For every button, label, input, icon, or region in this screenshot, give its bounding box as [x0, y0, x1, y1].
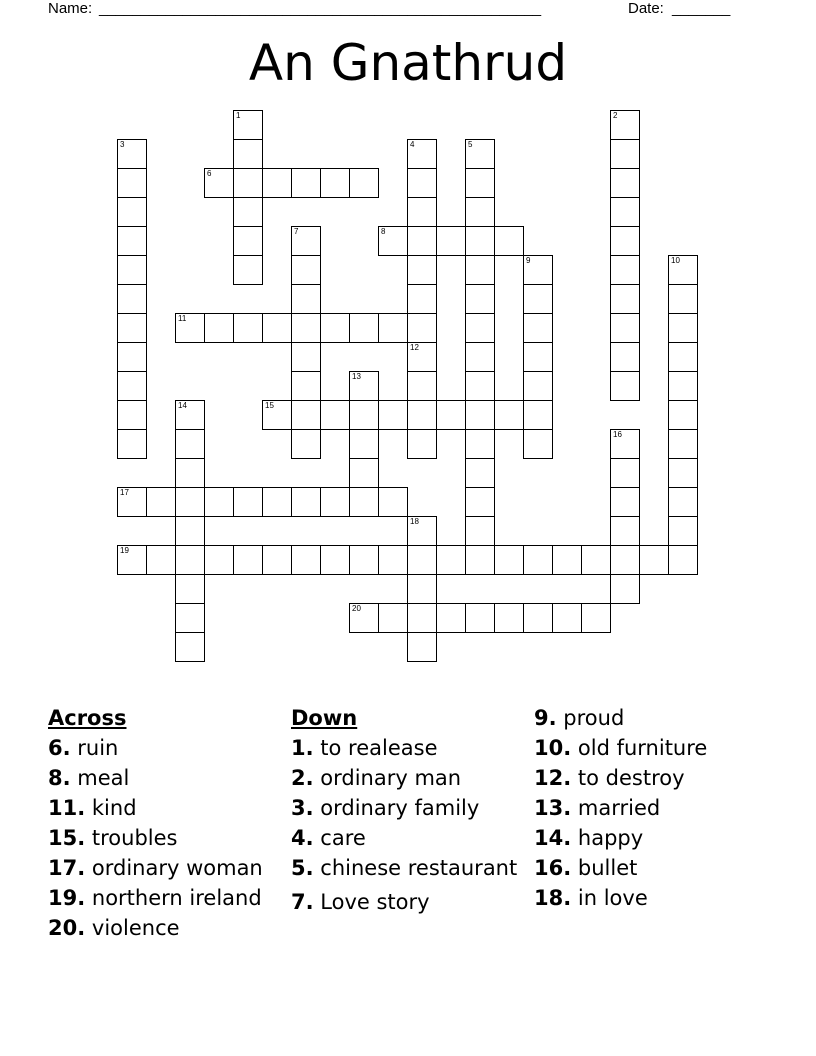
grid-cell[interactable]: [146, 545, 176, 575]
grid-cell[interactable]: [175, 487, 205, 517]
grid-cell[interactable]: [465, 545, 495, 575]
clue-number: 4.: [291, 826, 314, 850]
grid-cell[interactable]: [465, 255, 495, 285]
grid-cell[interactable]: [175, 574, 205, 604]
grid-cell[interactable]: [465, 400, 495, 430]
grid-cell[interactable]: [581, 545, 611, 575]
clue-item: [534, 853, 774, 883]
clue-item: [291, 793, 526, 823]
grid-cell[interactable]: [610, 139, 640, 169]
grid-cell[interactable]: [494, 545, 524, 575]
grid-cell[interactable]: [233, 139, 263, 169]
grid-cell[interactable]: [407, 342, 437, 372]
clue-text: in love: [577, 886, 648, 910]
clue-item: [291, 763, 526, 793]
grid-cell[interactable]: [233, 545, 263, 575]
name-label: Name:: [48, 0, 93, 17]
cell-number: 20: [352, 604, 361, 613]
grid-cell[interactable]: [233, 313, 263, 343]
clue-number: 7.: [291, 890, 314, 914]
clue-item: [534, 823, 774, 853]
date-label: Date:: [628, 0, 664, 17]
grid-cell[interactable]: [407, 632, 437, 662]
grid-cell[interactable]: [117, 342, 147, 372]
grid-cell[interactable]: [465, 226, 495, 256]
clue-number: 5.: [291, 856, 314, 880]
cell-number: 12: [410, 343, 419, 352]
grid-cell[interactable]: [291, 342, 321, 372]
clue-item: [48, 883, 283, 913]
clue-item: [291, 823, 526, 853]
clue-text: Love story: [320, 890, 430, 914]
grid-cell[interactable]: [407, 313, 437, 343]
grid-cell[interactable]: [407, 400, 437, 430]
clue-number: 8.: [48, 766, 71, 790]
grid-cell[interactable]: [378, 226, 408, 256]
clue-text: ordinary woman: [91, 856, 263, 880]
clue-item: [48, 733, 283, 763]
grid-cell[interactable]: [349, 487, 379, 517]
clue-number: 20.: [48, 916, 86, 940]
grid-cell[interactable]: [465, 487, 495, 517]
grid-cell[interactable]: [175, 313, 205, 343]
down-clues: [291, 703, 526, 917]
grid-cell[interactable]: [175, 516, 205, 546]
grid-cell[interactable]: [378, 313, 408, 343]
grid-cell[interactable]: [262, 487, 292, 517]
grid-cell[interactable]: [407, 197, 437, 227]
down-clue-list-continued: [534, 703, 774, 913]
grid-cell[interactable]: [523, 400, 553, 430]
cell-number: 16: [613, 430, 622, 439]
cell-number: 1: [236, 111, 241, 120]
grid-cell[interactable]: [117, 197, 147, 227]
grid-cell[interactable]: [117, 284, 147, 314]
grid-cell[interactable]: [291, 400, 321, 430]
grid-cell[interactable]: [146, 487, 176, 517]
cell-number: 5: [468, 140, 473, 149]
down-heading: Down: [291, 706, 358, 730]
grid-cell[interactable]: [204, 168, 234, 198]
grid-cell[interactable]: [117, 400, 147, 430]
grid-cell[interactable]: [436, 603, 466, 633]
clue-item: [291, 887, 526, 917]
grid-cell[interactable]: [523, 255, 553, 285]
clue-text: care: [320, 826, 366, 850]
grid-cell[interactable]: [320, 168, 350, 198]
grid-cell[interactable]: [668, 342, 698, 372]
grid-cell[interactable]: [262, 168, 292, 198]
grid-cell[interactable]: [291, 226, 321, 256]
cell-number: 19: [120, 546, 129, 555]
grid-cell[interactable]: [233, 255, 263, 285]
clue-number: 14.: [534, 826, 572, 850]
clue-item: [534, 733, 774, 763]
grid-cell[interactable]: [233, 110, 263, 140]
grid-cell[interactable]: [639, 545, 669, 575]
clue-text: ordinary man: [320, 766, 462, 790]
clue-item: [48, 793, 283, 823]
grid-cell[interactable]: [610, 342, 640, 372]
clue-text: married: [577, 796, 661, 820]
grid-cell[interactable]: [117, 313, 147, 343]
grid-cell[interactable]: [610, 487, 640, 517]
grid-cell[interactable]: [204, 487, 234, 517]
grid-cell[interactable]: [668, 429, 698, 459]
grid-cell[interactable]: [407, 545, 437, 575]
crossword-grid: [117, 110, 700, 664]
clue-number: 19.: [48, 886, 86, 910]
grid-cell[interactable]: [465, 516, 495, 546]
grid-cell[interactable]: [262, 313, 292, 343]
grid-cell[interactable]: [233, 168, 263, 198]
grid-cell[interactable]: [291, 429, 321, 459]
cell-number: 18: [410, 517, 419, 526]
grid-cell[interactable]: [117, 487, 147, 517]
grid-cell[interactable]: [610, 226, 640, 256]
puzzle-title: An Gnathrud: [248, 34, 568, 92]
grid-cell[interactable]: [117, 255, 147, 285]
cell-number: 9: [526, 256, 531, 265]
cell-number: 15: [265, 401, 274, 410]
grid-cell[interactable]: [175, 632, 205, 662]
grid-cell[interactable]: [175, 603, 205, 633]
grid-cell[interactable]: [291, 168, 321, 198]
grid-cell[interactable]: [523, 545, 553, 575]
grid-cell[interactable]: [349, 458, 379, 488]
grid-cell[interactable]: [668, 400, 698, 430]
grid-cell[interactable]: [378, 400, 408, 430]
grid-cell[interactable]: [610, 458, 640, 488]
date-field[interactable]: _______: [672, 0, 731, 17]
clue-number: 10.: [534, 736, 572, 760]
grid-cell[interactable]: [349, 400, 379, 430]
clue-text: bullet: [577, 856, 638, 880]
grid-cell[interactable]: [465, 342, 495, 372]
cell-number: 13: [352, 372, 361, 381]
grid-cell[interactable]: [668, 487, 698, 517]
clue-text: to realease: [320, 736, 438, 760]
grid-cell[interactable]: [291, 255, 321, 285]
grid-cell[interactable]: [465, 371, 495, 401]
grid-cell[interactable]: [465, 168, 495, 198]
cell-number: 6: [207, 169, 212, 178]
grid-cell[interactable]: [291, 545, 321, 575]
grid-cell[interactable]: [291, 313, 321, 343]
clue-text: violence: [91, 916, 180, 940]
grid-cell[interactable]: [668, 313, 698, 343]
clue-text: troubles: [91, 826, 178, 850]
clue-item: [48, 763, 283, 793]
clue-text: to destroy: [577, 766, 685, 790]
cell-number: 3: [120, 140, 125, 149]
down-clues-continued: [534, 703, 774, 913]
cell-number: 11: [178, 314, 187, 323]
grid-cell[interactable]: [494, 226, 524, 256]
cell-number: 10: [671, 256, 680, 265]
grid-cell[interactable]: [349, 545, 379, 575]
across-heading: Across: [48, 706, 127, 730]
grid-cell[interactable]: [610, 574, 640, 604]
clue-number: 17.: [48, 856, 86, 880]
clue-text: proud: [563, 706, 625, 730]
grid-cell[interactable]: [291, 487, 321, 517]
grid-cell[interactable]: [407, 429, 437, 459]
grid-cell[interactable]: [465, 603, 495, 633]
clue-text: happy: [577, 826, 644, 850]
grid-cell[interactable]: [117, 226, 147, 256]
name-field[interactable]: _____________________________________________________: [99, 0, 542, 17]
grid-cell[interactable]: [523, 313, 553, 343]
across-clue-list: [48, 733, 283, 943]
grid-cell[interactable]: [175, 429, 205, 459]
clue-number: 16.: [534, 856, 572, 880]
clue-text: kind: [91, 796, 137, 820]
grid-cell[interactable]: [610, 313, 640, 343]
grid-cell[interactable]: [262, 400, 292, 430]
clue-item: [48, 913, 283, 943]
grid-cell[interactable]: [407, 168, 437, 198]
grid-cell[interactable]: [175, 400, 205, 430]
grid-cell[interactable]: [668, 516, 698, 546]
grid-cell[interactable]: [378, 603, 408, 633]
grid-cell[interactable]: [465, 197, 495, 227]
grid-cell[interactable]: [117, 371, 147, 401]
grid-cell[interactable]: [581, 603, 611, 633]
grid-cell[interactable]: [378, 545, 408, 575]
grid-cell[interactable]: [552, 545, 582, 575]
clue-text: meal: [77, 766, 130, 790]
grid-cell[interactable]: [610, 255, 640, 285]
grid-cell[interactable]: [668, 255, 698, 285]
grid-cell[interactable]: [117, 139, 147, 169]
grid-cell[interactable]: [523, 284, 553, 314]
grid-cell[interactable]: [668, 284, 698, 314]
grid-cell[interactable]: [233, 226, 263, 256]
grid-cell[interactable]: [175, 545, 205, 575]
grid-cell[interactable]: [668, 458, 698, 488]
grid-cell[interactable]: [610, 429, 640, 459]
grid-cell[interactable]: [436, 226, 466, 256]
grid-cell[interactable]: [552, 603, 582, 633]
grid-cell[interactable]: [349, 603, 379, 633]
grid-cell[interactable]: [436, 545, 466, 575]
grid-cell[interactable]: [291, 284, 321, 314]
grid-cell[interactable]: [610, 168, 640, 198]
grid-cell[interactable]: [610, 545, 640, 575]
cell-number: 7: [294, 227, 299, 236]
across-clues: [48, 703, 283, 943]
grid-cell[interactable]: [465, 139, 495, 169]
clue-item: [534, 883, 774, 913]
clue-text: old furniture: [577, 736, 708, 760]
cell-number: 4: [410, 140, 415, 149]
grid-cell[interactable]: [320, 313, 350, 343]
grid-cell[interactable]: [349, 371, 379, 401]
cell-number: 17: [120, 488, 129, 497]
clue-item: [534, 763, 774, 793]
grid-cell[interactable]: [610, 110, 640, 140]
cell-number: 14: [178, 401, 187, 410]
clue-number: 3.: [291, 796, 314, 820]
clue-item: [534, 793, 774, 823]
clue-item: [291, 853, 526, 880]
grid-cell[interactable]: [349, 429, 379, 459]
grid-cell[interactable]: [233, 197, 263, 227]
clue-item: [534, 703, 774, 733]
clue-number: 6.: [48, 736, 71, 760]
grid-cell[interactable]: [407, 284, 437, 314]
grid-cell[interactable]: [465, 313, 495, 343]
grid-cell[interactable]: [117, 168, 147, 198]
grid-cell[interactable]: [610, 197, 640, 227]
grid-cell[interactable]: [407, 371, 437, 401]
grid-cell[interactable]: [349, 168, 379, 198]
grid-cell[interactable]: [668, 371, 698, 401]
grid-cell[interactable]: [320, 545, 350, 575]
down-clue-list: [291, 733, 526, 917]
clue-number: 15.: [48, 826, 86, 850]
grid-cell[interactable]: [117, 429, 147, 459]
grid-cell[interactable]: [465, 429, 495, 459]
grid-cell[interactable]: [233, 487, 263, 517]
grid-cell[interactable]: [117, 545, 147, 575]
grid-cell[interactable]: [523, 342, 553, 372]
grid-cell[interactable]: [494, 603, 524, 633]
grid-cell[interactable]: [494, 400, 524, 430]
clue-number: 12.: [534, 766, 572, 790]
clue-number: 9.: [534, 706, 557, 730]
grid-cell[interactable]: [668, 545, 698, 575]
clue-number: 18.: [534, 886, 572, 910]
grid-cell[interactable]: [465, 458, 495, 488]
grid-cell[interactable]: [407, 603, 437, 633]
grid-cell[interactable]: [262, 545, 292, 575]
grid-cell[interactable]: [610, 516, 640, 546]
grid-cell[interactable]: [175, 458, 205, 488]
clue-number: 2.: [291, 766, 314, 790]
grid-cell[interactable]: [407, 574, 437, 604]
grid-cell[interactable]: [407, 139, 437, 169]
grid-cell[interactable]: [204, 313, 234, 343]
cell-number: 8: [381, 227, 386, 236]
clue-number: 1.: [291, 736, 314, 760]
grid-cell[interactable]: [320, 487, 350, 517]
grid-cell[interactable]: [610, 284, 640, 314]
clue-item: [48, 853, 283, 883]
clue-text: northern ireland: [91, 886, 262, 910]
grid-cell[interactable]: [465, 284, 495, 314]
grid-cell[interactable]: [349, 313, 379, 343]
clue-item: [291, 733, 526, 763]
grid-cell[interactable]: [378, 487, 408, 517]
clue-text: chinese restaurant: [320, 856, 518, 880]
clue-number: 13.: [534, 796, 572, 820]
grid-cell[interactable]: [436, 400, 466, 430]
grid-cell[interactable]: [523, 603, 553, 633]
grid-cell[interactable]: [320, 400, 350, 430]
clue-item: [48, 823, 283, 853]
grid-cell[interactable]: [291, 371, 321, 401]
clue-text: ruin: [77, 736, 119, 760]
grid-cell[interactable]: [407, 255, 437, 285]
grid-cell[interactable]: [204, 545, 234, 575]
clue-number: 11.: [48, 796, 86, 820]
grid-cell[interactable]: [407, 516, 437, 546]
grid-cell[interactable]: [523, 429, 553, 459]
clue-text: ordinary family: [320, 796, 480, 820]
grid-cell[interactable]: [523, 371, 553, 401]
grid-cell[interactable]: [407, 226, 437, 256]
cell-number: 2: [613, 111, 618, 120]
grid-cell[interactable]: [610, 371, 640, 401]
